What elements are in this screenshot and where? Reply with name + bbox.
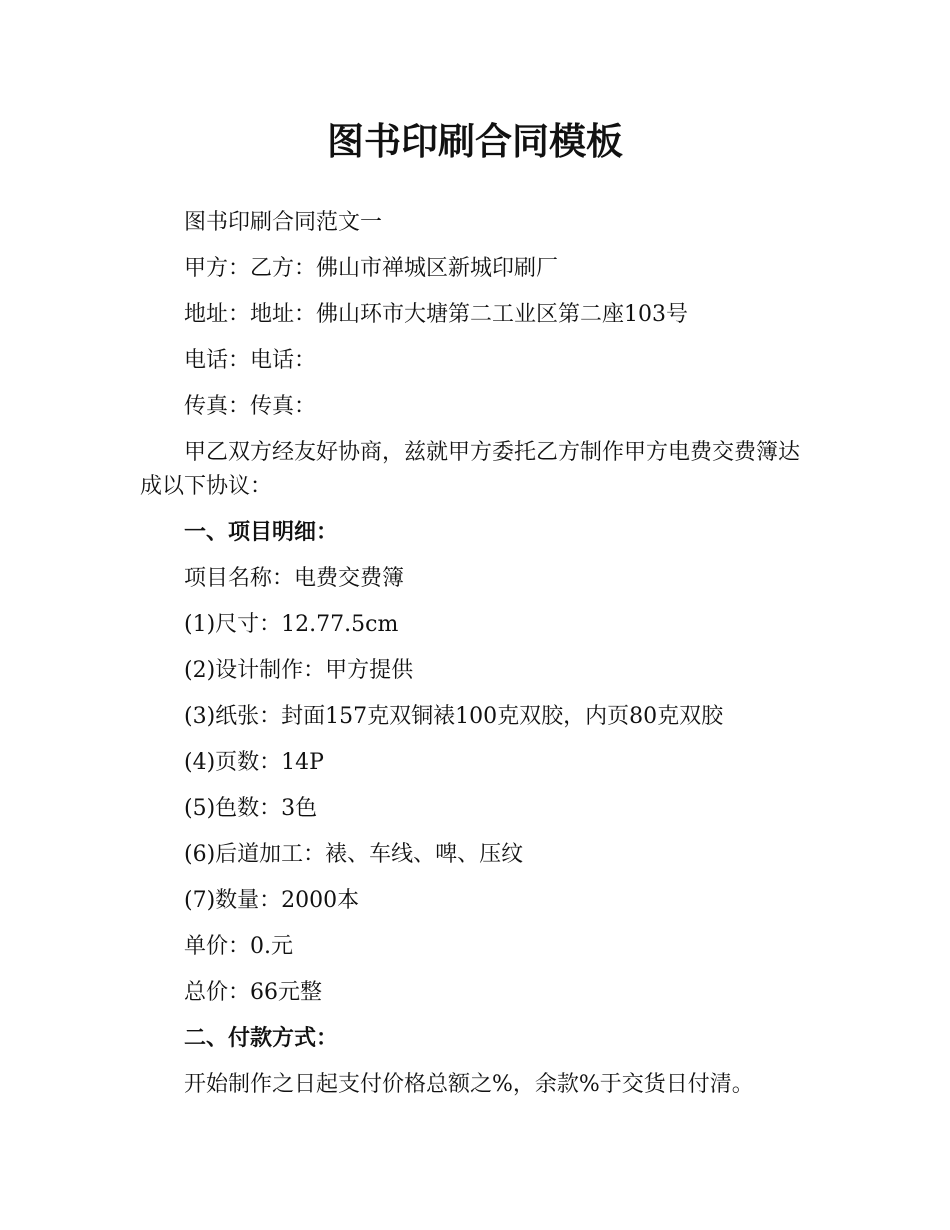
paragraph-agreement: 甲乙双方经友好协商，兹就甲方委托乙方制作甲方电费交费簿达成以下协议： — [140, 440, 801, 499]
section-heading-items: 一、项目明细： — [184, 520, 339, 545]
paragraph-pages: (4)页数：14P — [184, 750, 324, 775]
paragraph-address: 地址：地址：佛山环市大塘第二工业区第二座103号 — [184, 302, 688, 327]
paragraph-quantity: (7)数量：2000本 — [184, 888, 360, 913]
paragraph-parties: 甲方：乙方：佛山市禅城区新城印刷厂 — [184, 256, 559, 281]
paragraph-paper: (3)纸张：封面157克双铜裱100克双胶，内页80克双胶 — [184, 704, 724, 729]
paragraph-unit-price: 单价：0.元 — [184, 934, 293, 959]
section-heading-payment: 二、付款方式： — [184, 1026, 339, 1051]
paragraph-design: (2)设计制作：甲方提供 — [184, 658, 414, 683]
paragraph-phone: 电话：电话： — [184, 348, 317, 373]
paragraph-size: (1)尺寸：12.77.5cm — [184, 612, 399, 637]
paragraph-finishing: (6)后道加工：裱、车线、啤、压纹 — [184, 842, 524, 867]
document-title: 图书印刷合同模板 — [327, 120, 623, 163]
paragraph-fax: 传真：传真： — [184, 394, 317, 419]
paragraph-project-name: 项目名称：电费交费簿 — [184, 566, 405, 591]
document-body — [140, 200, 810, 1108]
paragraph-intro: 图书印刷合同范文一 — [184, 210, 383, 235]
paragraph-payment-terms: 开始制作之日起支付价格总额之%，余款%于交货日付清。 — [184, 1072, 754, 1097]
paragraph-colors: (5)色数：3色 — [184, 796, 318, 821]
paragraph-total-price: 总价：66元整 — [184, 980, 322, 1005]
